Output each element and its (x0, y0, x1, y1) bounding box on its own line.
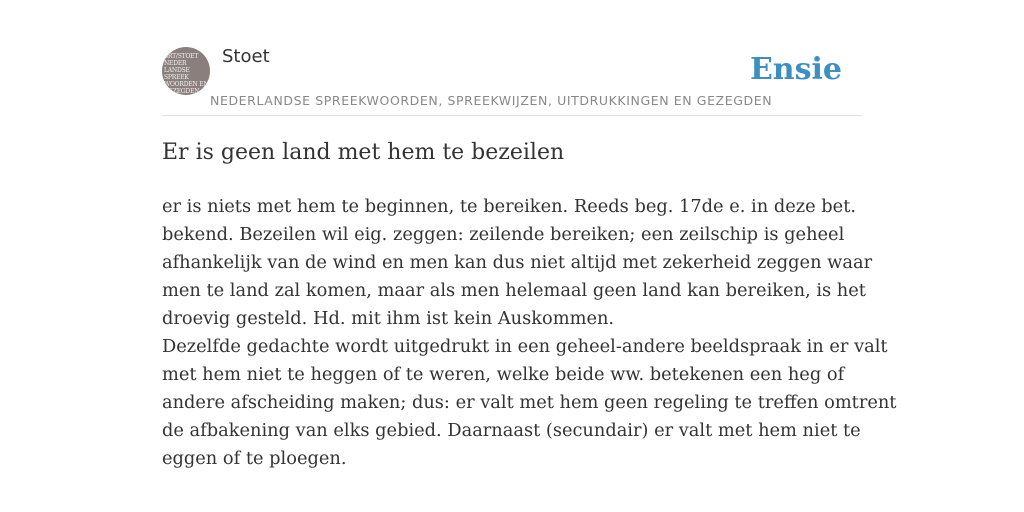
body-line: afhankelijk van de wind en men kan dus niet altijd met zekerheid zeggen waar (162, 252, 873, 273)
body-line: droevig gesteld. Hd. mit ihm ist kein Auskommen. (162, 308, 615, 329)
body-line: Dezelfde gedachte wordt uitgedrukt in een geheel-andere beeldspraak in er valt (162, 336, 888, 357)
body-line: andere afscheiding maken; dus: er valt met hem geen regeling te treffen omtrent (162, 392, 897, 413)
body-line: eggen of te ploegen. (162, 448, 347, 469)
page-title: Er is geen land met hem te bezeilen (162, 140, 565, 165)
author-name[interactable]: Stoet (222, 46, 270, 67)
source-subtitle[interactable]: NEDERLANDSE SPREEKWOORDEN, SPREEKWIJZEN, UITDRUKKINGEN EN GEZEGDEN (210, 93, 773, 108)
body-line: er is niets met hem te beginnen, te bereiken. Reeds beg. 17de e. in deze bet. (162, 196, 856, 217)
page-container (162, 0, 897, 512)
body-line: de afbakening van elks gebied. Daarnaast (secundair) er valt met hem niet te (162, 420, 861, 441)
body-line: met hem niet te heggen of te weren, welke beide ww. betekenen een heg of (162, 364, 845, 385)
source-header (162, 0, 862, 116)
article-body (162, 193, 897, 473)
avatar[interactable] (162, 47, 210, 95)
body-line: bekend. Bezeilen wil eig. zeggen: zeilende bereiken; een zeilschip is geheel (162, 224, 845, 245)
avatar-label: SRT/STOET NEDER LANDSE SPREEK WOORDEN EN GEZEGDEN (164, 53, 209, 95)
body-line: men te land zal komen, maar als men helemaal geen land kan bereiken, is het (162, 280, 866, 301)
brand-logo[interactable]: Ensie (749, 52, 842, 87)
